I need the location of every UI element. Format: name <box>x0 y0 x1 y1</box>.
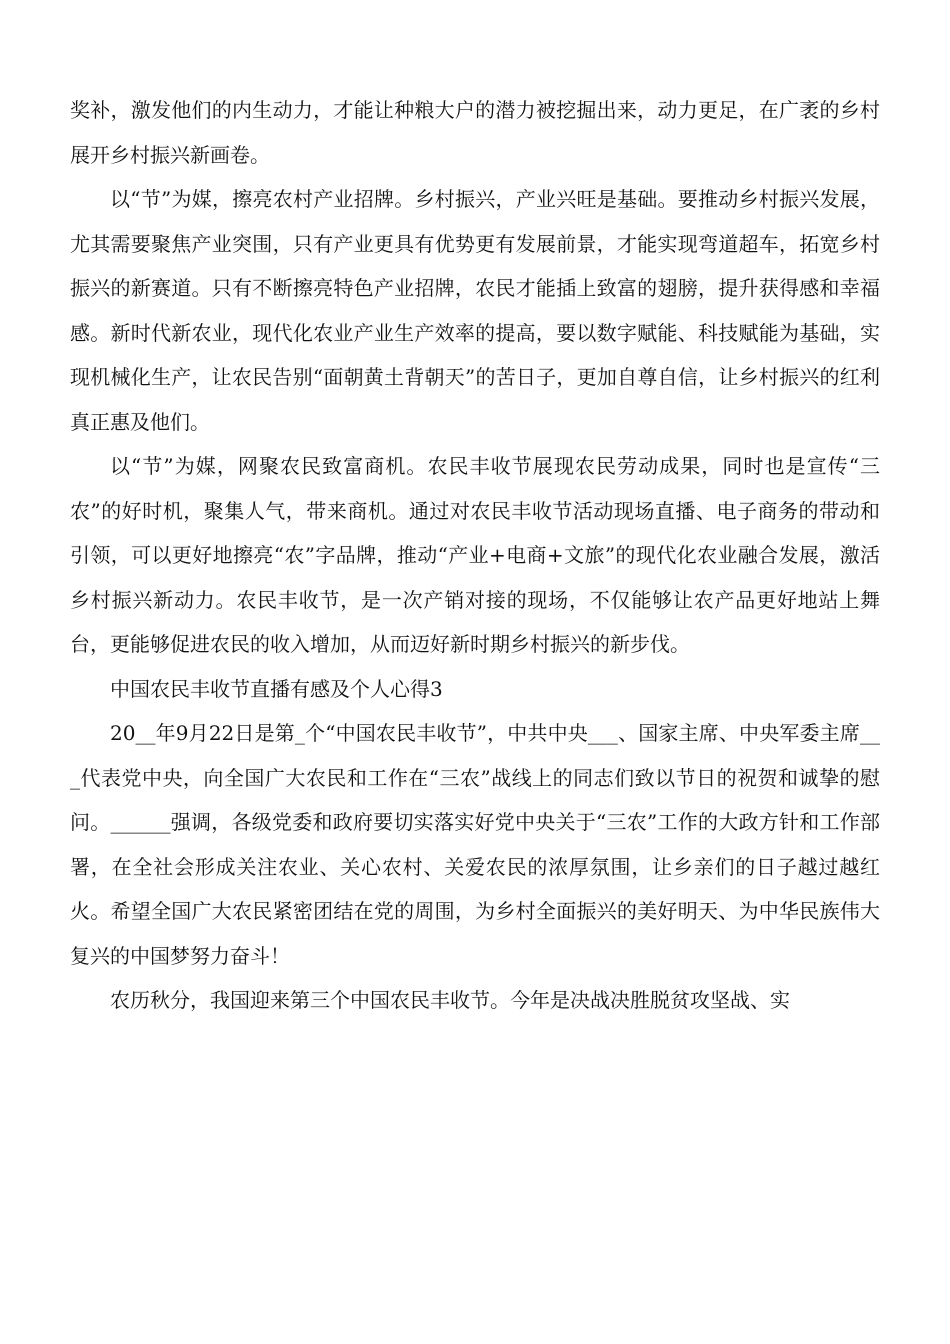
paragraph-autumn-equinox: 农历秋分，我国迎来第三个中国农民丰收节。今年是决战决胜脱贫攻坚战、实 <box>110 988 790 1012</box>
paragraph-harvest-festival-greeting: 20__年9月22日是第_个“中国农民丰收节”，中共中央___、国家主席、中央军委主席___代表党中央，向全国广大农民和工作在“三农”战线上的同志们致以节日的祝贺和诚挚的慰问。______强调，各级党委和政府要切实落实好党中央关于“三农”工作的大政方针和工作部署，在全社会形成关注农业、关心农村、关爱农民的浓厚氛围，让乡亲们的日子越过越红火。希望全国广大农民紧密团结在党的周围，为乡村全面振兴的美好明天、为中华民族伟大复兴的中国梦努力奋斗！ <box>70 721 880 968</box>
section-heading: 中国农民丰收节直播有感及个人心得3 <box>110 676 443 701</box>
paragraph-continuation: 奖补，激发他们的内生动力，才能让种粮大户的潜力被挖掘出来，动力更足，在广袤的乡村展开乡村振兴新画卷。 <box>70 98 880 167</box>
paragraph-business-opportunity: 以“节”为媒，网聚农民致富商机。农民丰收节展现农民劳动成果，同时也是宣传“三农”的好时机，聚集人气，带来商机。通过对农民丰收节活动现场直播、电子商务的带动和引领，可以更好地擦亮“农”字品牌，推动“产业+电商+文旅”的现代化农业融合发展，激活乡村振兴新动力。农民丰收节，是一次产销对接的现场，不仅能够让农产品更好地站上舞台，更能够促进农民的收入增加，从而迈好新时期乡村振兴的新步伐。 <box>70 454 880 656</box>
paragraph-industry-brand: 以“节”为媒，擦亮农村产业招牌。乡村振兴，产业兴旺是基础。要推动乡村振兴发展，尤其需要聚焦产业突围，只有产业更具有优势更有发展前景，才能实现弯道超车，拓宽乡村振兴的新赛道。只有不断擦亮特色产业招牌，农民才能插上致富的翅膀，提升获得感和幸福感。新时代新农业，现代化农业产业生产效率的提高，要以数字赋能、科技赋能为基础，实现机械化生产，让农民告别“面朝黄土背朝天”的苦日子，更加自尊自信，让乡村振兴的红利真正惠及他们。 <box>70 187 880 434</box>
